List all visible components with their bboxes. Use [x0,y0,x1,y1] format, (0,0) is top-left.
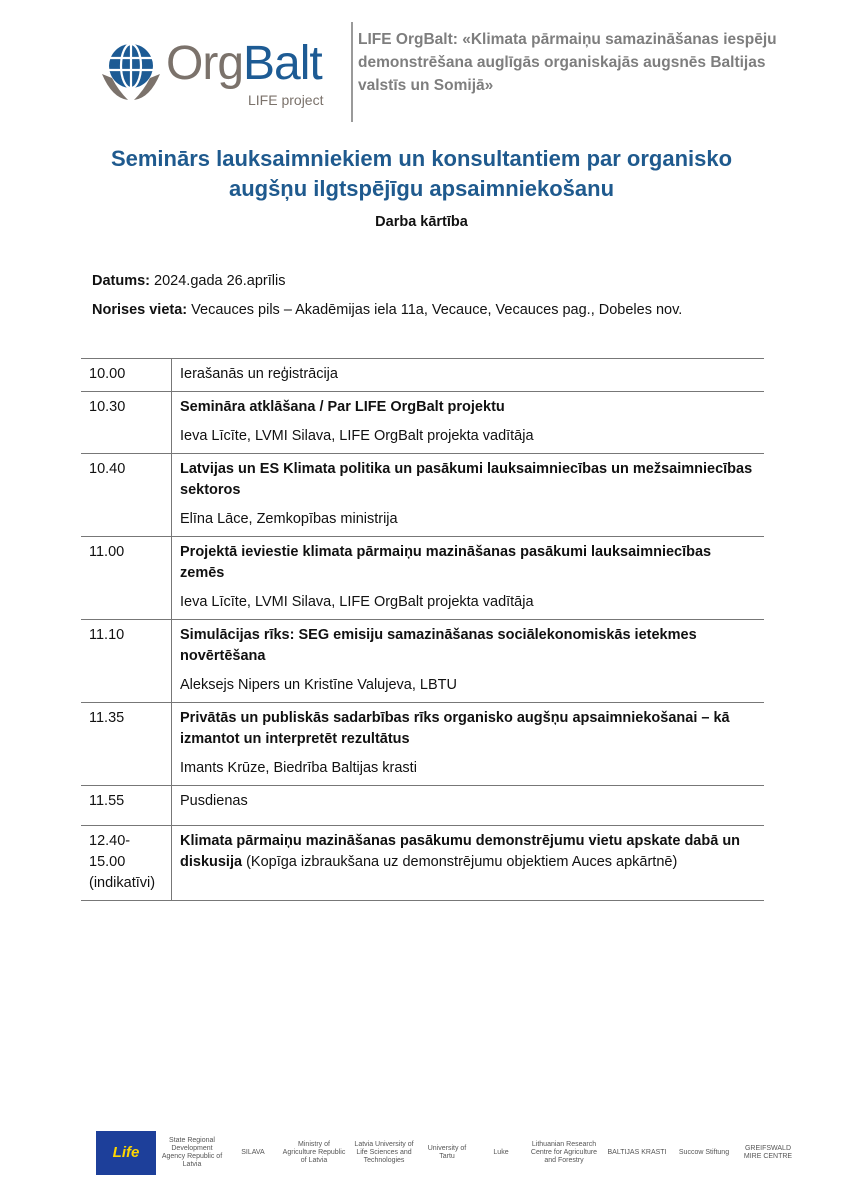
logo-wordmark [166,37,322,90]
header-divider [351,22,353,122]
agenda-row [81,359,764,392]
agenda-line [180,625,756,667]
agenda-topic: Klimata pārmaiņu mazināšanas pasākumu demonstrējumu vietu apskate dabā un diskusija [180,833,741,870]
agenda-line [180,831,756,873]
venue-line [92,302,682,318]
agenda-time: 12.40- 15.00 (indikatīvi) [81,826,172,901]
agenda-row [81,620,764,703]
coat-of-arms-icon [160,1121,224,1185]
project-tagline: LIFE OrgBalt: «Klimata pārmaiņu samazināšanas iespēju demonstrēšana auglīgās organiskajās augsnēs Baltijas valstīs un Somijā» [358,31,777,94]
partner-logo-label: Ministry of Agriculture Republic of Latvia [282,1141,346,1164]
agenda-time: 11.10 [81,620,172,703]
agenda-topic: Simulācijas rīks: SEG emisiju samazināšanas sociālekonomiskās ietekmes novērtēšana [180,627,697,664]
agenda-content [172,620,765,703]
partner-logo-label: Succow Stiftung [678,1149,730,1156]
venue-value: Vecauces pils – Akadēmijas iela 11a, Vecauce, Vecauces pag., Dobeles nov. [187,302,683,318]
agenda-speaker: Ieva Līcīte, LVMI Silava, LIFE OrgBalt projekta vadītāja [180,594,534,610]
date-value: 2024.gada 26.aprīlis [150,273,286,289]
agenda-line [180,459,756,501]
agenda-content [172,786,765,826]
orgbalt-logo [98,37,338,120]
silava-icon [228,1121,278,1185]
greifswald-icon [736,1121,800,1185]
agenda-time: 11.55 [81,786,172,826]
agenda-time: 11.00 [81,537,172,620]
agenda-content [172,359,765,392]
partner-logo-label: GREIFSWALD MIRE CENTRE [743,1145,793,1160]
date-line [92,273,285,289]
partner-logo-label: Luke [493,1149,509,1156]
page-title: Seminārs lauksaimniekiem un konsultantiem par organisko augšņu ilgtspējīgu apsaimniekošanu [110,146,733,201]
agenda-line [180,397,756,418]
agenda-line [180,791,756,812]
agenda-table [81,358,764,901]
venue-label: Norises vieta: [92,302,188,318]
globe-hands-icon [98,40,164,106]
partner-logo-label: BALTIJAS KRASTI [607,1149,667,1156]
agenda-time: 10.40 [81,454,172,537]
agenda-line [180,542,756,584]
partner-logo-label: Life [112,1144,140,1161]
agenda-content [172,537,765,620]
agenda-time: 11.35 [81,703,172,786]
logo-text-org: Org [166,37,244,90]
date-label: Datums: [92,273,151,289]
agenda-line [180,708,756,750]
agenda-speaker: Ieva Līcīte, LVMI Silava, LIFE OrgBalt projekta vadītāja [180,428,534,444]
partner-logo-label: Latvia University of Life Sciences and Technologies [354,1141,414,1164]
agenda-topic: Projektā ieviestie klimata pārmaiņu mazināšanas pasākumi lauksaimniecības zemēs [180,544,712,581]
agenda-content [172,826,765,901]
agenda-speaker: Aleksejs Nipers un Kristīne Valujeva, LBTU [180,677,457,693]
partner-logos [96,1120,793,1186]
agenda-topic: Semināra atklāšana / Par LIFE OrgBalt projektu [180,399,505,415]
agenda-row [81,826,764,901]
partner-logo-label: State Regional Development Agency Republic of Latvia [161,1137,223,1168]
agenda-row [81,454,764,537]
agenda-speaker: Imants Krūze, Biedrība Baltijas krasti [180,760,417,776]
agenda-line [180,364,756,385]
agenda-speaker: Elīna Lāce, Zemkopības ministrija [180,511,398,527]
partner-logo-label: SILAVA [241,1149,265,1156]
agenda-note: Pusdienas [180,793,248,809]
agenda-row [81,703,764,786]
logo-text-balt: Balt [243,37,322,90]
luke-icon [476,1121,526,1185]
agenda-content [172,703,765,786]
university-seal-icon [422,1121,472,1185]
agenda-time: 10.00 [81,359,172,392]
page-subtitle: Darba kārtība [375,214,468,230]
partner-logo-label: Lithuanian Research Centre for Agriculture and Forestry [530,1141,598,1164]
wave-icon [602,1121,672,1185]
coat-of-arms-icon [282,1121,346,1185]
logo-subtitle: LIFE project [248,92,324,108]
agenda-topic: Latvijas un ES Klimata politika un pasākumi lauksaimniecības un mežsaimniecības sektoros [180,461,753,498]
partner-logo-label: University of Tartu [427,1145,467,1160]
agenda-row [81,537,764,620]
agenda-note: (Kopīga izbraukšana uz demonstrējumu objektiem Auces apkārtnē) [242,854,678,870]
lammc-icon [530,1121,598,1185]
agenda-row [81,392,764,454]
agenda-note: Ierašanās un reģistrācija [180,366,338,382]
succow-icon [676,1121,732,1185]
agenda-row [81,786,764,826]
agenda-content [172,392,765,454]
llu-icon [350,1121,418,1185]
agenda-time: 10.30 [81,392,172,454]
eu-life-icon [96,1131,156,1175]
agenda-content [172,454,765,537]
agenda-topic: Privātās un publiskās sadarbības rīks organisko augšņu apsaimniekošanai – kā izmantot un interpretēt rezultātus [180,710,730,747]
